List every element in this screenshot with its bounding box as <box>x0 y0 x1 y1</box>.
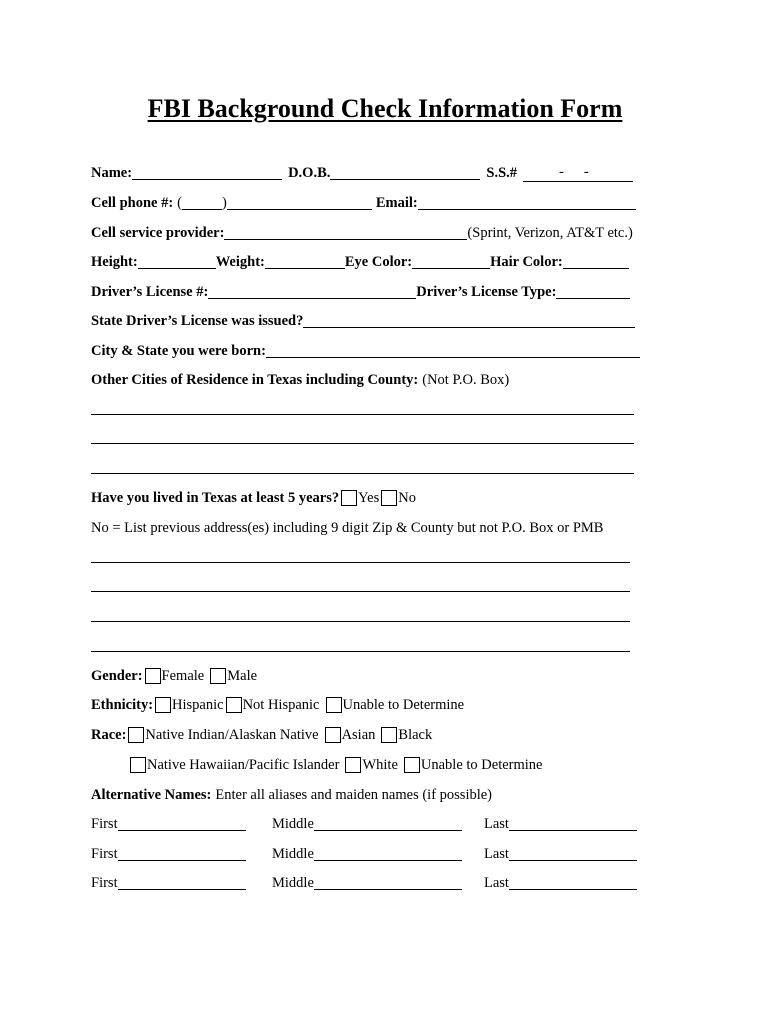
form-title: FBI Background Check Information Form <box>147 94 623 123</box>
texas-yes-label: Yes <box>358 490 380 506</box>
race-label: Race: <box>91 727 127 743</box>
address-line-4[interactable] <box>91 651 630 652</box>
alias-middle-label: Middle <box>272 875 314 891</box>
texas-no-checkbox[interactable] <box>381 490 397 506</box>
female-checkbox[interactable] <box>145 668 161 684</box>
ethnicity-unable-label: Unable to Determine <box>342 697 465 713</box>
white-checkbox[interactable] <box>345 757 361 773</box>
not-hispanic-label: Not Hispanic <box>242 697 320 713</box>
alias-middle-label: Middle <box>272 846 314 862</box>
alias-first-label: First <box>91 846 118 862</box>
row-gender <box>91 665 257 685</box>
provider-label: Cell service provider: <box>91 225 225 241</box>
weight-field[interactable] <box>265 254 345 269</box>
alias-last-label: Last <box>484 846 509 862</box>
alias-middle-field[interactable] <box>314 846 462 861</box>
area-code-field[interactable] <box>182 195 222 210</box>
cell-label: Cell phone #: <box>91 195 174 211</box>
row-name <box>91 162 633 182</box>
alias-first-field[interactable] <box>118 816 246 831</box>
alias-middle-field[interactable] <box>314 816 462 831</box>
alt-names-hint: Enter all aliases and maiden names (if possible) <box>215 787 493 803</box>
texas-question: Have you lived in Texas at least 5 years? <box>91 490 340 506</box>
row-race-2 <box>128 754 542 774</box>
alias-row-1 <box>91 813 637 833</box>
alias-last-field[interactable] <box>509 816 637 831</box>
cell-close-paren: ) <box>222 195 227 211</box>
alias-first-label: First <box>91 816 118 832</box>
row-provider <box>91 222 633 242</box>
alias-middle-label: Middle <box>272 816 314 832</box>
row-birthplace <box>91 340 640 360</box>
row-license <box>91 281 630 301</box>
black-checkbox[interactable] <box>381 727 397 743</box>
hispanic-checkbox[interactable] <box>155 697 171 713</box>
alias-first-field[interactable] <box>118 875 246 890</box>
birthplace-field[interactable] <box>266 343 640 358</box>
address-line-2[interactable] <box>91 591 630 592</box>
license-number-label: Driver’s License #: <box>91 284 209 300</box>
hawaiian-checkbox[interactable] <box>130 757 146 773</box>
hair-color-field[interactable] <box>563 254 629 269</box>
license-type-field[interactable] <box>556 284 630 299</box>
ssn-field[interactable] <box>523 165 633 182</box>
gender-label: Gender: <box>91 668 143 684</box>
row-cell <box>91 192 636 212</box>
row-ethnicity <box>91 694 464 714</box>
provider-field[interactable] <box>224 225 467 240</box>
other-cities-label: Other Cities of Residence in Texas including County: <box>91 372 419 388</box>
license-state-field[interactable] <box>303 313 635 328</box>
hawaiian-label: Native Hawaiian/Pacific Islander <box>147 757 340 773</box>
provider-hint: (Sprint, Verizon, AT&T etc.) <box>467 225 633 241</box>
row-other-cities <box>91 369 509 389</box>
cell-open-paren: ( <box>177 195 183 211</box>
texas-yes-checkbox[interactable] <box>341 490 357 506</box>
dob-label: D.O.B. <box>288 165 331 181</box>
height-label: Height: <box>91 254 138 270</box>
texas-note: No = List previous address(es) including 9 digit Zip & County but not P.O. Box or PMB <box>91 520 604 536</box>
name-field[interactable] <box>132 165 282 180</box>
male-label: Male <box>227 668 258 684</box>
other-cities-line-3[interactable] <box>91 473 634 474</box>
texas-no-label: No <box>398 490 416 506</box>
license-type-label: Driver’s License Type: <box>416 284 557 300</box>
eye-color-label: Eye Color: <box>344 254 413 270</box>
row-alt-names <box>91 784 492 804</box>
alias-last-label: Last <box>484 816 509 832</box>
alias-first-label: First <box>91 875 118 891</box>
other-cities-line-2[interactable] <box>91 443 634 444</box>
row-texas <box>91 487 416 507</box>
asian-label: Asian <box>341 727 376 743</box>
other-cities-line-1[interactable] <box>91 414 634 415</box>
hispanic-label: Hispanic <box>172 697 224 713</box>
alias-last-field[interactable] <box>509 846 637 861</box>
alias-last-label: Last <box>484 875 509 891</box>
email-field[interactable] <box>418 195 636 210</box>
native-indian-checkbox[interactable] <box>128 727 144 743</box>
height-field[interactable] <box>138 254 216 269</box>
cell-phone-field[interactable] <box>227 195 372 210</box>
alias-last-field[interactable] <box>509 875 637 890</box>
birthplace-label: City & State you were born: <box>91 343 266 359</box>
female-label: Female <box>161 668 205 684</box>
race-unable-label: Unable to Determine <box>420 757 543 773</box>
address-line-3[interactable] <box>91 621 630 622</box>
alt-names-label: Alternative Names: <box>91 787 212 803</box>
male-checkbox[interactable] <box>210 668 226 684</box>
ethnicity-unable-checkbox[interactable] <box>326 697 342 713</box>
row-texas-note <box>91 517 603 537</box>
black-label: Black <box>398 727 433 743</box>
ssn-dash-1: - <box>559 164 564 180</box>
email-label: Email: <box>375 195 418 211</box>
hair-color-label: Hair Color: <box>490 254 563 270</box>
row-physical <box>91 251 629 271</box>
native-indian-label: Native Indian/Alaskan Native <box>145 727 319 743</box>
not-hispanic-checkbox[interactable] <box>226 697 242 713</box>
address-line-1[interactable] <box>91 562 630 563</box>
ssn-label: S.S.# <box>486 165 518 181</box>
eye-color-field[interactable] <box>412 254 490 269</box>
dob-field[interactable] <box>330 165 480 180</box>
white-label: White <box>362 757 398 773</box>
alias-row-2 <box>91 843 637 863</box>
alias-first-field[interactable] <box>118 846 246 861</box>
license-number-field[interactable] <box>208 284 416 299</box>
weight-label: Weight: <box>215 254 265 270</box>
other-cities-hint: (Not P.O. Box) <box>422 372 510 388</box>
alias-row-3 <box>91 872 637 892</box>
race-unable-checkbox[interactable] <box>404 757 420 773</box>
row-license-state <box>91 310 635 330</box>
asian-checkbox[interactable] <box>325 727 341 743</box>
row-race-1 <box>91 724 432 744</box>
alias-middle-field[interactable] <box>314 875 462 890</box>
license-state-label: State Driver’s License was issued? <box>91 313 304 329</box>
ssn-dash-2: - <box>583 164 589 180</box>
ethnicity-label: Ethnicity: <box>91 697 154 713</box>
name-label: Name: <box>91 165 133 181</box>
